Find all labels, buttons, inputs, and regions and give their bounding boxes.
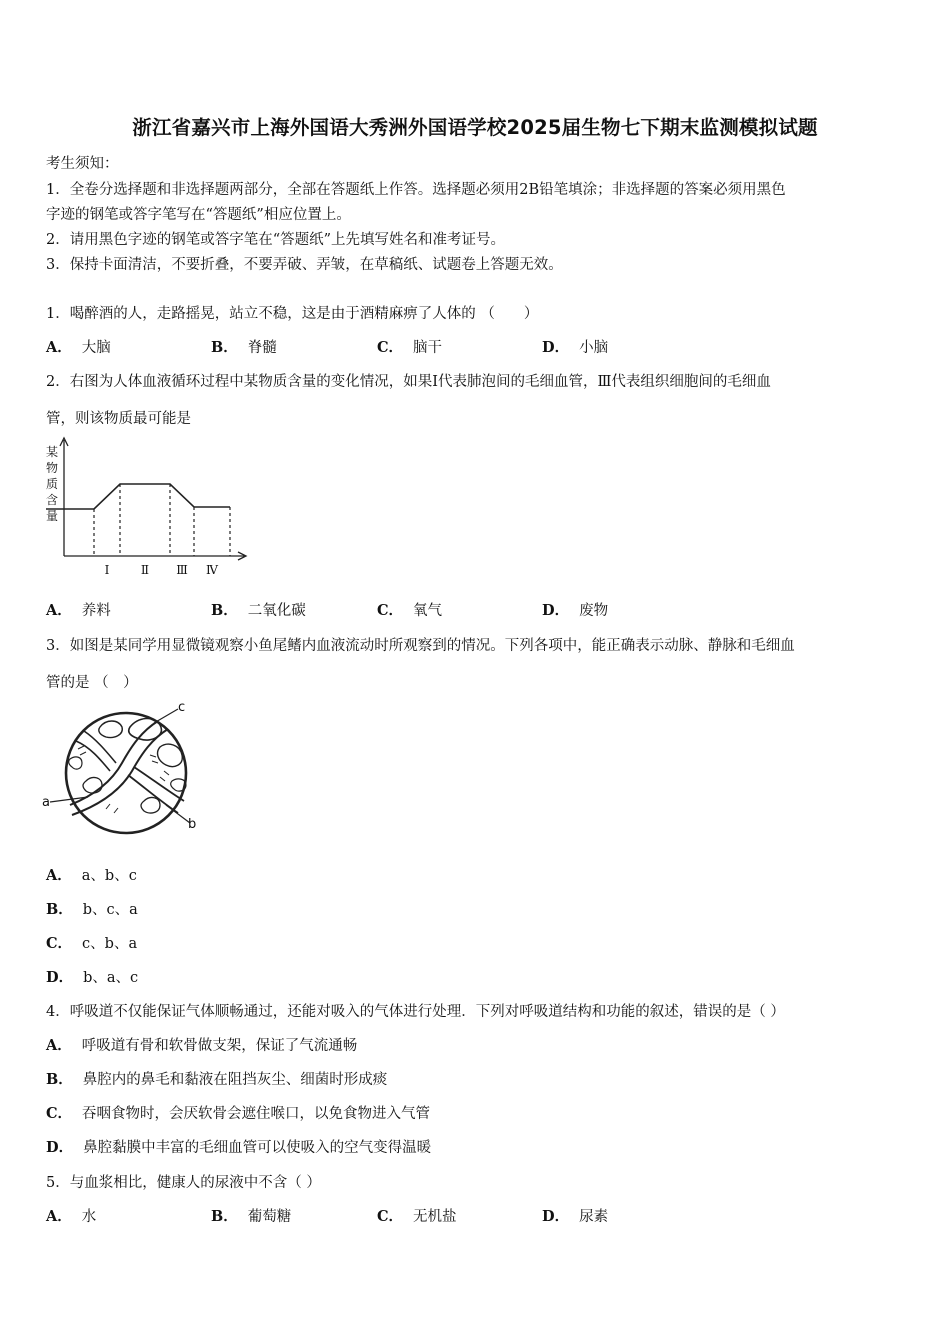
notice-item: 3．保持卡面清洁，不要折叠，不要弄破、弄皱，在草稿纸、试题卷上答题无效。 <box>46 257 563 273</box>
option-text: 葡萄糖 <box>247 1209 292 1225</box>
option-key: B． <box>211 1208 238 1225</box>
question-3-option-b[interactable] <box>46 898 138 919</box>
option-key: B． <box>46 901 73 918</box>
label-a: a <box>42 795 50 810</box>
option-key: B． <box>211 602 238 619</box>
fish-tail-blood-vessel-figure <box>40 697 210 842</box>
y-label-char: 量 <box>45 509 59 523</box>
option-key: D． <box>542 602 570 619</box>
question-4-stem: 4．呼吸道不仅能保证气体顺畅通过，还能对吸入的气体进行处理．下列对呼吸道结构和功能的叙述，错误的是（ ） <box>46 1004 785 1020</box>
option-text: 氧气 <box>413 603 443 619</box>
y-label-char: 物 <box>45 461 59 475</box>
question-4-option-d[interactable] <box>46 1136 431 1157</box>
question-2-option-d[interactable] <box>542 599 608 620</box>
notice-item: 字迹的钢笔或答字笔写在“答题纸”相应位置上。 <box>46 207 351 223</box>
option-text: b、c、a <box>82 902 138 918</box>
question-4-option-b[interactable] <box>46 1068 387 1089</box>
question-2-option-c[interactable] <box>377 599 442 620</box>
notice-item: 1．全卷分选择题和非选择题两部分，全部在答题纸上作答。选择题必须用2B铅笔填涂；非选择题的答案必须用黑色 <box>46 182 786 198</box>
option-key: D． <box>46 969 74 986</box>
x-tick-label: Ⅰ <box>104 563 110 577</box>
question-1-stem: 1．喝醉酒的人，走路摇晃，站立不稳，这是由于酒精麻痹了人体的 （ ） <box>46 306 539 322</box>
y-label-char: 某 <box>45 445 59 459</box>
option-text: 无机盐 <box>413 1209 457 1225</box>
question-1-option-b[interactable] <box>211 336 277 357</box>
option-text: 尿素 <box>579 1209 609 1225</box>
x-tick-label: Ⅱ <box>140 563 150 577</box>
question-2-option-a[interactable] <box>46 599 111 620</box>
capillary-loop <box>141 798 160 813</box>
question-5-option-c[interactable] <box>377 1205 457 1226</box>
option-key: D． <box>542 339 570 356</box>
option-key: C． <box>377 339 404 356</box>
notice-item: 2．请用黑色字迹的钢笔或答字笔在“答题纸”上先填写姓名和准考证号。 <box>46 232 506 248</box>
question-2-stem: 2．右图为人体血液循环过程中某物质含量的变化情况，如果Ⅰ代表肺泡间的毛细血管，Ⅲ代表组织细胞间的毛细血 <box>46 374 771 390</box>
label-b: b <box>188 817 197 832</box>
option-key: B． <box>211 339 238 356</box>
option-text: 脊髓 <box>247 340 277 356</box>
question-3-stem: 管的是 （ ） <box>46 675 138 691</box>
option-key: A． <box>46 867 72 884</box>
substance-level-figure <box>40 432 255 582</box>
option-text: 小脑 <box>579 340 609 356</box>
option-text: 呼吸道有骨和软骨做支架，保证了气流通畅 <box>81 1038 358 1054</box>
capillary-loop <box>69 757 82 769</box>
question-5-option-a[interactable] <box>46 1205 96 1226</box>
option-text: 脑干 <box>413 340 443 356</box>
option-text: 大脑 <box>81 340 111 356</box>
question-5-option-d[interactable] <box>542 1205 608 1226</box>
option-text: 鼻腔黏膜中丰富的毛细血管可以使吸入的空气变得温暖 <box>83 1140 432 1156</box>
x-tick-label: Ⅳ <box>206 563 218 577</box>
y-label-char: 含 <box>45 493 59 507</box>
page-title: 浙江省嘉兴市上海外国语大秀洲外国语学校2025届生物七下期末监测模拟试题 <box>132 116 818 139</box>
option-text: 水 <box>81 1209 97 1225</box>
option-text: 鼻腔内的鼻毛和黏液在阻挡灰尘、细菌时形成痰 <box>82 1072 388 1088</box>
question-3-stem: 3．如图是某同学用显微镜观察小鱼尾鳍内血液流动时所观察到的情况。下列各项中，能正确表示动脉、静脉和毛细血 <box>46 638 795 654</box>
y-label-char: 质 <box>45 477 59 491</box>
vessel-detail <box>78 746 169 813</box>
question-1-option-d[interactable] <box>542 336 608 357</box>
option-key: C． <box>377 602 404 619</box>
question-5-option-b[interactable] <box>211 1205 291 1226</box>
option-key: B． <box>46 1071 73 1088</box>
option-text: c、b、a <box>82 936 138 952</box>
question-3-option-c[interactable] <box>46 932 137 953</box>
question-5-stem: 5．与血浆相比，健康人的尿液中不含（ ） <box>46 1175 321 1191</box>
option-text: 养料 <box>81 603 111 619</box>
x-tick-label: Ⅲ <box>176 563 188 577</box>
option-text: 废物 <box>579 603 609 619</box>
label-c: c <box>178 700 186 715</box>
question-3-option-d[interactable] <box>46 966 138 987</box>
question-2-option-b[interactable] <box>211 599 306 620</box>
question-3-option-a[interactable] <box>46 864 137 885</box>
option-key: D． <box>46 1139 74 1156</box>
option-key: A． <box>46 1208 72 1225</box>
vessel <box>134 767 184 801</box>
question-2-stem: 管，则该物质最可能是 <box>46 411 191 427</box>
option-text: 吞咽食物时，会厌软骨会遮住喉口，以免食物进入气管 <box>82 1106 431 1122</box>
label-c-leader <box>154 709 178 723</box>
question-4-option-c[interactable] <box>46 1102 430 1123</box>
question-4-option-a[interactable] <box>46 1034 357 1055</box>
vessel <box>84 731 116 763</box>
question-1-option-a[interactable] <box>46 336 111 357</box>
question-1-option-c[interactable] <box>377 336 442 357</box>
option-text: a、b、c <box>81 868 137 884</box>
capillary-loop <box>83 778 102 793</box>
option-key: C． <box>46 935 73 952</box>
level-curve <box>46 484 230 509</box>
option-text: 二氧化碳 <box>247 603 306 619</box>
vessel <box>72 729 168 815</box>
capillary-loop <box>99 721 122 738</box>
option-key: A． <box>46 339 72 356</box>
option-key: C． <box>46 1105 73 1122</box>
option-text: b、a、c <box>83 970 139 986</box>
option-key: C． <box>377 1208 404 1225</box>
option-key: D． <box>542 1208 570 1225</box>
capillary-loop <box>158 744 183 766</box>
option-key: A． <box>46 602 72 619</box>
option-key: A． <box>46 1037 72 1054</box>
notice-heading: 考生须知： <box>46 156 119 172</box>
